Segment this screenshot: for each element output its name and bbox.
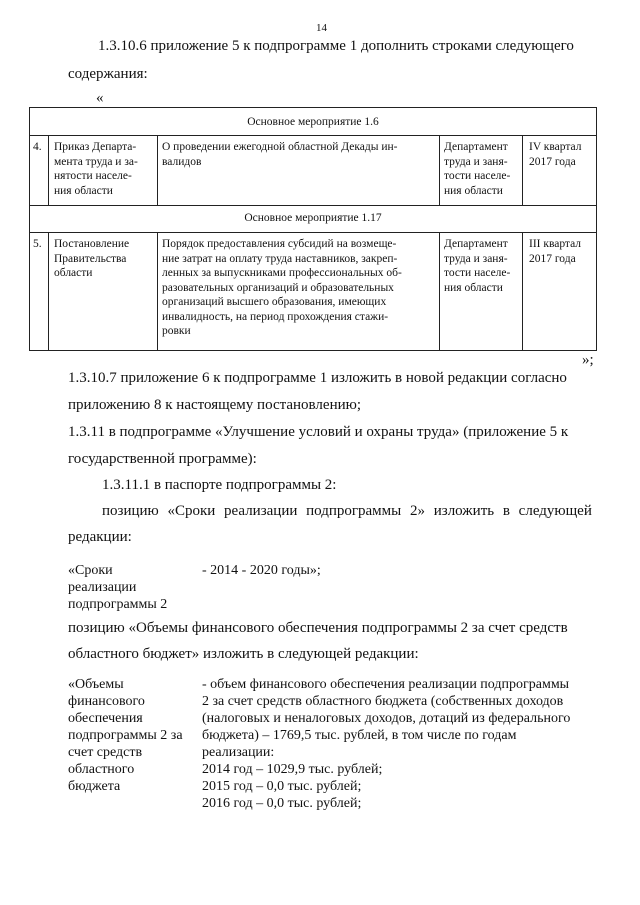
section-title-1-17: Основное мероприятие 1.17 [244, 212, 382, 224]
row4-number: 4. [33, 141, 42, 153]
row5-number: 5. [33, 238, 42, 250]
funding-label: «Объемы финансового обеспечения подпрограммы 2 за счет средств областного бюджета [68, 677, 183, 794]
open-quote: « [96, 90, 104, 106]
row5-document: Постановление Правительства области [54, 238, 130, 279]
terms-label: «Сроки реализации подпрограммы 2 [68, 563, 168, 612]
measures-table [29, 107, 597, 352]
row4-title: О проведении ежегодной областной Декады ин- валидов [162, 141, 398, 168]
intro-line-1: 1.3.10.6 приложение 5 к подпрограмме 1 дополнить строками следующего [98, 38, 574, 54]
row5-term: III квартал 2017 года [529, 238, 582, 265]
para-1-3-10-7-line-1: 1.3.10.7 приложение 6 к подпрограмме 1 изложить в новой редакции согласно [68, 370, 567, 386]
page-number: 14 [316, 22, 327, 34]
close-quote: »; [582, 352, 594, 368]
position-funding-line-1: позицию «Объемы финансового обеспечения подпрограммы 2 за счет средств [68, 620, 568, 636]
row4-document: Приказ Департа- мента труда и за- нятости населе- ния области [54, 141, 138, 197]
row4-term: IV квартал 2017 года [529, 141, 582, 168]
para-1-3-10-7-line-2: приложению 8 к настоящему постановлению; [68, 397, 361, 413]
para-1-3-11-1: 1.3.11.1 в паспорте подпрограммы 2: [102, 477, 337, 493]
row5-title: Порядок предоставления субсидий на возмеще- ние затрат на оплату труда наставников, закреп- ленных за выпускниками профессиональных об- разовательных организаций и образовательных организаций высшего образования, имеющих инвалидность, на период прохождения стажи- ровки [162, 238, 402, 337]
row4-responsible: Департамент труда и заня- тости населе- ния области [444, 141, 511, 197]
para-1-3-11-line-2: государственной программе): [68, 451, 257, 467]
position-terms-line-1: позицию «Сроки реализации подпрограммы 2» изложить в следующей [102, 503, 592, 519]
funding-value: - объем финансового обеспечения реализации подпрограммы 2 за счет средств областного бюджета (собственных доходов (налоговых и неналоговых доходов, дотаций из федерального бюджета) – 1769,5 тыс. рублей, в том числе по годам реализации: 2014 год – 1029,9 тыс. рублей; 2015 год – 0,0 тыс. рублей; 2016 год – 0,0 тыс. рублей; [202, 677, 571, 811]
position-terms-line-2: редакции: [68, 529, 132, 545]
position-funding-line-2: областного бюджет» изложить в следующей редакции: [68, 646, 419, 662]
intro-line-2: содержания: [68, 66, 148, 82]
row5-responsible: Департамент труда и заня- тости населе- ния области [444, 238, 511, 294]
para-1-3-11-line-1: 1.3.11 в подпрограмме «Улучшение условий и охраны труда» (приложение 5 к [68, 424, 569, 440]
terms-value: - 2014 - 2020 годы»; [202, 563, 321, 578]
section-title-1-6: Основное мероприятие 1.6 [247, 116, 379, 128]
